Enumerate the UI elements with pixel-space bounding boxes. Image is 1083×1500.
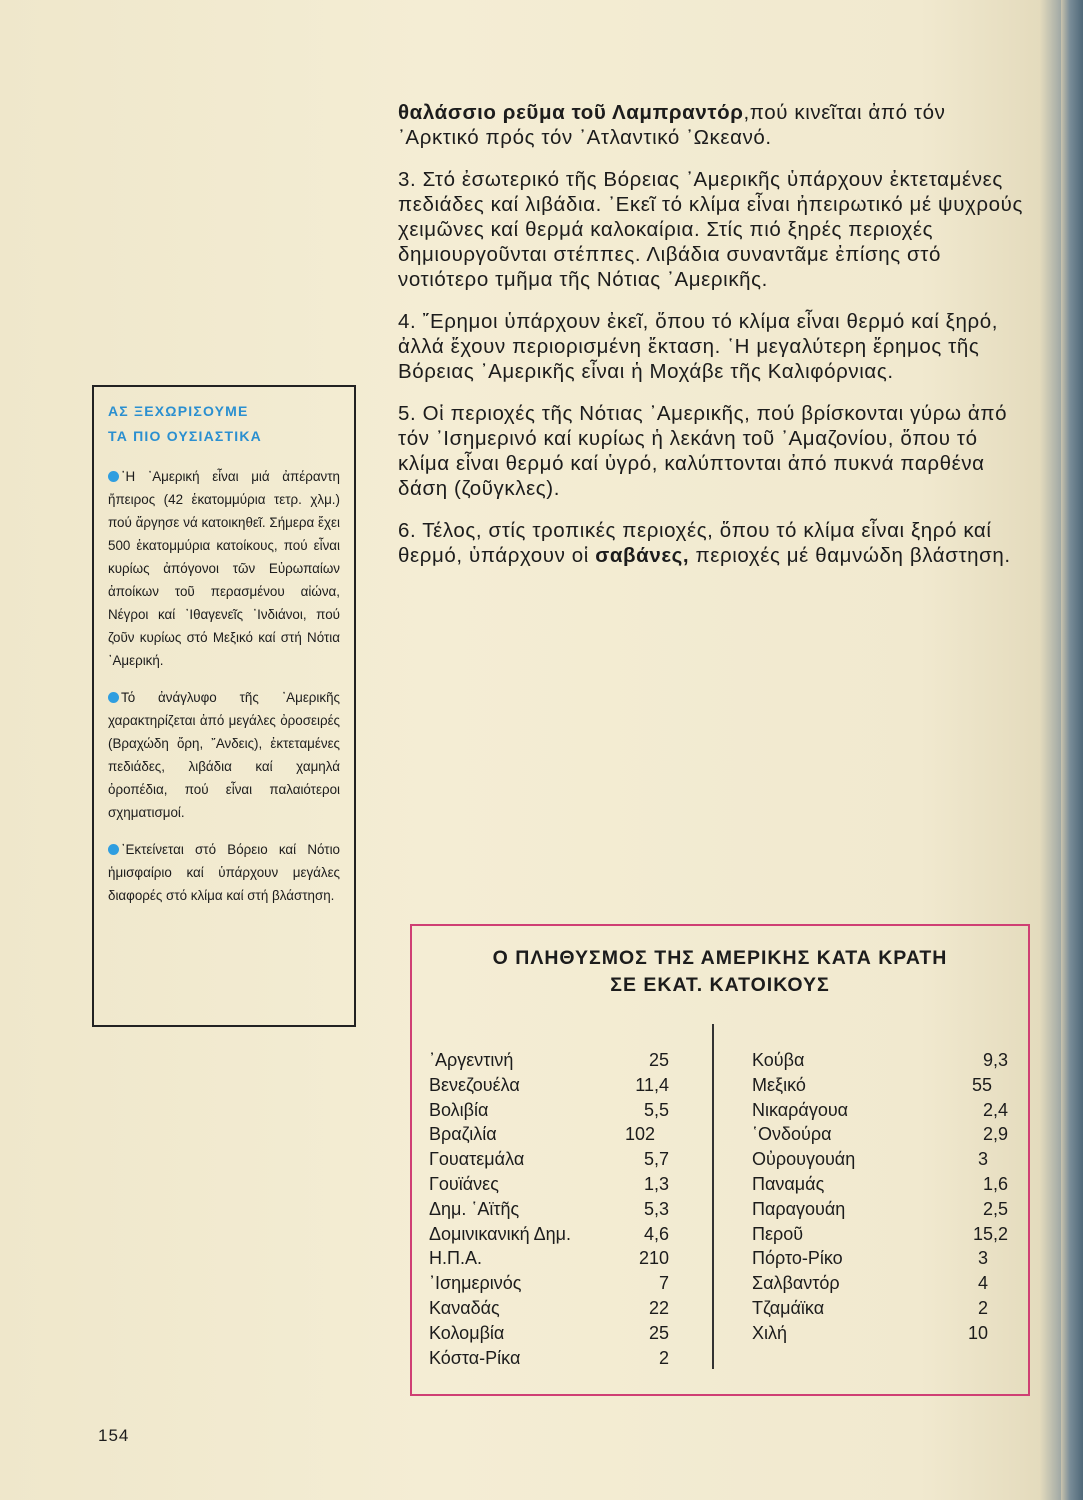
table-row (752, 1222, 1022, 1247)
population-value: 2,9 (982, 1124, 1008, 1145)
population-value: 25 (648, 1322, 669, 1343)
population-value: 5,7 (643, 1149, 669, 1170)
population-value: 3 (977, 1149, 988, 1170)
country-name: ῾Ονδούρα (752, 1124, 832, 1145)
country-name: Περοῦ (752, 1223, 804, 1244)
column-divider (712, 1024, 714, 1369)
bold-term-savannas: σαβάνες, (595, 544, 690, 567)
paragraph-labrador-current: θαλάσσιο ρεῦμα τοῦ Λαμπραντόρ,πού κινεῖται ἀπό τόν ᾿Αρκτικό πρός τόν ᾿Ατλαντικό ᾿Ωκεανό. (398, 101, 946, 149)
main-text-column (398, 100, 1028, 585)
population-value: 5,3 (643, 1198, 669, 1219)
country-name: Κούβα (752, 1050, 805, 1070)
country-name: Βενεζουέλα (429, 1074, 520, 1095)
table-row (752, 1073, 1022, 1098)
table-row (429, 1197, 669, 1222)
population-value: 4,6 (643, 1223, 669, 1244)
country-name: ᾿Αργεντινή (429, 1050, 514, 1070)
page-number: 154 (98, 1426, 130, 1445)
population-value: 11,4 (635, 1074, 669, 1095)
paragraph-6-savannas: 6. Τέλος, στίς τροπικές περιοχές, ὅπου τό κλίμα εἶναι ξηρό καί θερμό, ὑπάρχουν οἱ σαβάνες, περιοχές μέ θαμνώδη βλάστηση. (398, 519, 1011, 567)
table-row (752, 1296, 1022, 1321)
summary-item: ᾿Εκτείνεται στό Βόρειο καί Νότιο ἡμισφαίριο καί ὑπάρχουν μεγάλες διαφορές στό κλίμα καί στή βλάστηση. (108, 842, 340, 903)
table-row (429, 1321, 669, 1346)
population-value: 2,5 (982, 1198, 1008, 1219)
population-value: 9,3 (982, 1050, 1008, 1070)
paragraph-3-plains: 3. Στό ἐσωτερικό τῆς Βόρειας ᾿Αμερικῆς ὑπάρχουν ἐκτεταμένες πεδιάδες καί λιβάδια. ᾿Εκεῖ τό κλίμα εἶναι ἠπειρωτικό μέ ψυχρούς χειμῶνες καί θερμά καλοκαίρια. Στίς πιό ξηρές περιοχές δημιουργοῦνται στέππες. Λιβάδια συναντᾶμε ἐπίσης στό νοτιότερο τμῆμα τῆς Νότιας ᾿Αμερικῆς. (398, 168, 1023, 291)
country-name: Δημ. ῾Αϊτῆς (429, 1198, 520, 1219)
table-row (752, 1246, 1022, 1271)
population-value: 4 (977, 1273, 988, 1294)
population-value: 1,6 (982, 1173, 1008, 1194)
table-row (429, 1147, 669, 1172)
country-name: Κόστα-Ρίκα (429, 1347, 521, 1368)
population-value: 7 (658, 1273, 669, 1294)
country-name: Κολομβία (429, 1322, 505, 1343)
country-name: Παναμάς (752, 1173, 825, 1194)
population-value: 102 (624, 1124, 655, 1145)
bullet-icon (108, 692, 119, 703)
population-value: 55 (971, 1074, 992, 1095)
country-name: Η.Π.Α. (429, 1248, 483, 1269)
country-name: Πόρτο-Ρίκο (752, 1248, 843, 1269)
summary-box (92, 385, 356, 1027)
country-name: Νικαράγουα (752, 1099, 849, 1120)
summary-heading: ΑΣ ΞΕΧΩΡΙΣΟΥΜΕ ΤΑ ΠΙΟ ΟΥΣΙΑΣΤΙΚΑ (108, 403, 262, 444)
country-name: Σαλβαντόρ (752, 1273, 840, 1294)
country-name: Βραζιλία (429, 1124, 497, 1145)
population-value: 210 (638, 1248, 669, 1269)
table-row (752, 1172, 1022, 1197)
table-row (752, 1048, 1022, 1073)
table-right-column (752, 1048, 1022, 1346)
table-row (429, 1222, 669, 1247)
population-value: 25 (648, 1050, 669, 1070)
table-row (429, 1296, 669, 1321)
population-value: 2 (658, 1347, 669, 1368)
summary-item: ῾Η ᾿Αμερική εἶναι μιά ἀπέραντη ἤπειρος (42 ἑκατομμύρια τετρ. χλμ.) πού ἄργησε νά κατοικηθεῖ. Σήμερα ἔχει 500 ἑκατομμύρια κατοίκους, πού εἶναι κυρίως ἀπόγονοι τῶν Εὐρωπαίων ἀποίκων τοῦ περασμένου αἰώνα, Νέγροι καί ᾿Ιθαγενεῖς ᾿Ινδιάνοι, πού ζοῦν κυρίως στό Μεξικό καί στή Νότια ᾿Αμερική. (108, 469, 340, 668)
table-row (429, 1122, 669, 1147)
country-name: Παραγουάη (752, 1198, 846, 1219)
country-name: Χιλή (752, 1322, 788, 1343)
country-name: Γουϊάνες (429, 1173, 499, 1194)
country-name: ᾿Ισημερινός (429, 1273, 522, 1294)
population-value: 10 (967, 1322, 988, 1343)
book-spine-edge (1061, 0, 1083, 1500)
country-name: Βολιβία (429, 1099, 489, 1120)
population-value: 2 (977, 1297, 988, 1318)
bold-term-labrador-current: θαλάσσιο ρεῦμα τοῦ Λαμπραντόρ (398, 101, 744, 124)
table-row (429, 1073, 669, 1098)
table-row (429, 1172, 669, 1197)
table-row (429, 1346, 669, 1371)
table-row (752, 1122, 1022, 1147)
country-name: Καναδάς (429, 1297, 500, 1318)
table-row (429, 1098, 669, 1123)
paragraph-5-jungles: 5. Οἱ περιοχές τῆς Νότιας ᾿Αμερικῆς, πού βρίσκονται γύρω ἀπό τόν ᾿Ισημερινό καί κυρίως ἡ λεκάνη τοῦ ᾿Αμαζονίου, ὅπου τό κλίμα εἶναι θερμό καί ὑγρό, καλύπτονται ἀπό πυκνά παρθένα δάση (ζοῦγκλες). (398, 402, 1008, 500)
table-row (752, 1098, 1022, 1123)
summary-item: Τό ἀνάγλυφο τῆς ᾿Αμερικῆς χαρακτηρίζεται ἀπό μεγάλες ὀροσειρές (Βραχώδη ὄρη, ῎Ανδεις), ἐκτεταμένες πεδιάδες, λιβάδια καί χαμηλά ὀροπέδια, πού εἶναι παλαιότεροι σχηματισμοί. (108, 690, 340, 820)
population-value: 2,4 (982, 1099, 1008, 1120)
country-name: Δομινικανική Δημ. (429, 1223, 572, 1244)
population-value: 5,5 (643, 1099, 669, 1120)
table-row (752, 1197, 1022, 1222)
bullet-icon (108, 844, 119, 855)
country-name: Οὐρουγουάη (752, 1149, 856, 1170)
bullet-icon (108, 471, 119, 482)
table-row (752, 1147, 1022, 1172)
population-value: 3 (977, 1248, 988, 1269)
population-table-title: Ο ΠΛΗΘΥΣΜΟΣ ΤΗΣ ΑΜΕΡΙΚΗΣ ΚΑΤΑ ΚΡΑΤΗ ΣΕ ΕΚΑΤ. ΚΑΤΟΙΚΟΥΣ (492, 947, 948, 996)
population-value: 22 (648, 1297, 669, 1318)
table-row (429, 1048, 669, 1073)
table-row (752, 1321, 1022, 1346)
population-value: 1,3 (643, 1173, 669, 1194)
table-row (429, 1246, 669, 1271)
population-table (410, 924, 1030, 1396)
country-name: Τζαμάϊκα (752, 1297, 825, 1318)
paragraph-4-deserts: 4. ῎Ερημοι ὑπάρχουν ἐκεῖ, ὅπου τό κλίμα εἶναι θερμό καί ξηρό, ἀλλά ἔχουν περιορισμένη ἔκταση. ῾Η μεγαλύτερη ἔρημος τῆς Βόρειας ᾿Αμερικῆς εἶναι ἡ Μοχάβε τῆς Καλιφόρνιας. (398, 310, 998, 383)
population-value: 15,2 (972, 1223, 1008, 1244)
table-left-column (429, 1048, 669, 1370)
table-row (429, 1271, 669, 1296)
country-name: Γουατεμάλα (429, 1149, 525, 1170)
country-name: Μεξικό (752, 1074, 806, 1095)
table-row (752, 1271, 1022, 1296)
